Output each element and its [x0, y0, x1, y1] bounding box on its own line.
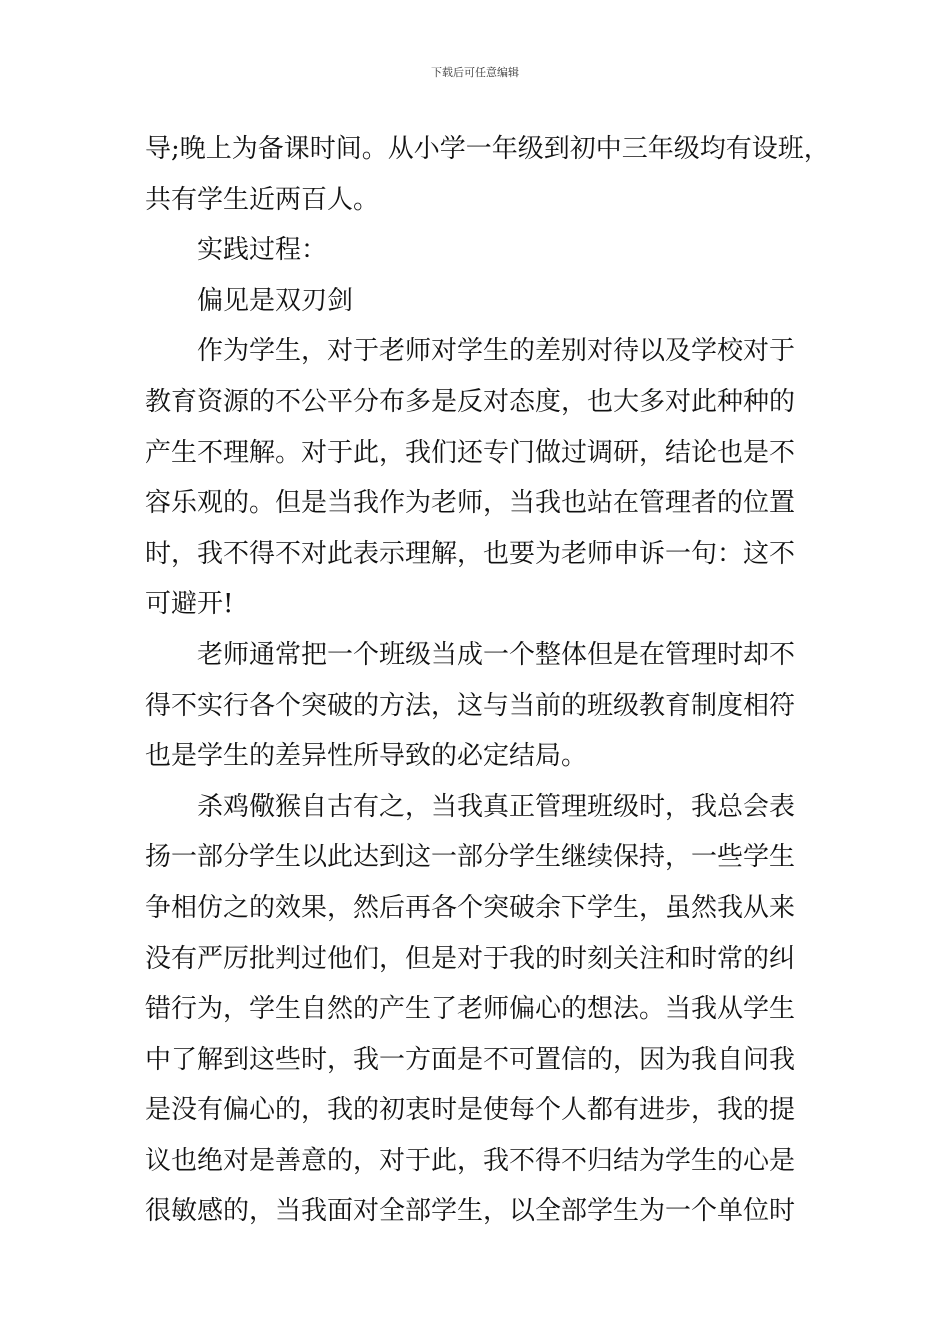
subsection-heading: 偏见是双刃剑: [197, 285, 354, 316]
text-line: 教育资源的不公平分布多是反对态度，也大多对此种种的: [145, 386, 796, 417]
section-heading: 实践过程：: [197, 235, 328, 266]
text-line: 时，我不得不对此表示理解，也要为老师申诉一句：这不: [145, 538, 796, 569]
text-line: 错行为，学生自然的产生了老师偏心的想法。当我从学生: [145, 994, 796, 1025]
text-line: 作为学生，对于老师对学生的差别对待以及学校对于: [197, 336, 796, 367]
text-line: 得不实行各个突破的方法，这与当前的班级教育制度相符: [145, 690, 796, 721]
text-line: 杀鸡儆猴自古有之，当我真正管理班级时，我总会表: [197, 791, 796, 822]
text-line: 争相仿之的效果，然后再各个突破余下学生，虽然我从来: [145, 892, 796, 923]
text-line: 很敏感的，当我面对全部学生，以全部学生为一个单位时: [145, 1196, 796, 1227]
text-line: 导;晚上为备课时间。从小学一年级到初中三年级均有设班，: [145, 134, 830, 164]
text-line: 是没有偏心的，我的初衷时是使每个人都有进步，我的提: [145, 1095, 796, 1126]
page-header: 下载后可任意编辑: [431, 66, 519, 79]
text-line: 中了解到这些时，我一方面是不可置信的，因为我自问我: [145, 1044, 796, 1075]
text-line: 容乐观的。但是当我作为老师，当我也站在管理者的位置: [145, 488, 796, 519]
text-line: 老师通常把一个班级当成一个整体但是在管理时却不: [197, 639, 796, 670]
text-line: 也是学生的差异性所导致的必定结局。: [145, 741, 588, 772]
text-line: 产生不理解。对于此，我们还专门做过调研，结论也是不: [145, 437, 796, 468]
text-line: 没有严厉批判过他们，但是对于我的时刻关注和时常的纠: [145, 943, 796, 974]
text-line: 可避开!: [145, 589, 234, 620]
document-body: [145, 124, 830, 1237]
text-line: 共有学生近两百人。: [145, 184, 380, 215]
text-line: 议也绝对是善意的，对于此，我不得不归结为学生的心是: [145, 1145, 796, 1176]
text-line: 扬一部分学生以此达到这一部分学生继续保持，一些学生: [145, 842, 796, 873]
